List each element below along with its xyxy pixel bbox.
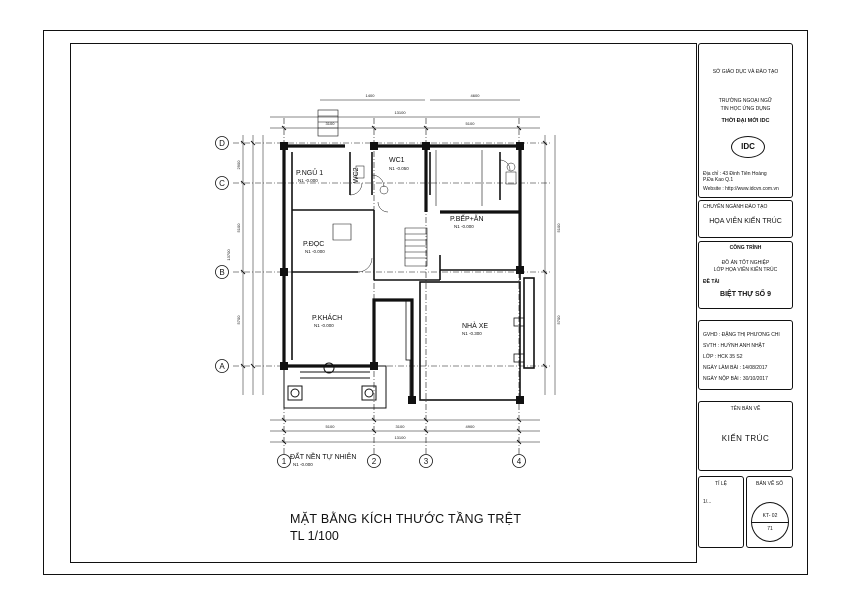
axis-label-C: C: [219, 179, 225, 188]
people-cell: [698, 320, 793, 390]
project-label: CÔNG TRÌNH: [729, 245, 762, 251]
dim-top-total: 13100: [394, 110, 406, 115]
room-label-garage: NHÀ XE: [462, 323, 489, 330]
date-start: NGÀY LÀM BÀI : 14/08/2017: [703, 365, 768, 371]
date-submit: NGÀY NỘP BÀI : 30/10/2017: [703, 376, 768, 382]
sheet-number: 71: [767, 526, 773, 532]
school-line-2: TIN HỌC ỨNG DỤNG: [720, 106, 771, 112]
scale-value: 1/...: [703, 499, 712, 505]
room-label-kitchen: P.BẾP+ĂN: [450, 216, 484, 223]
sheet-badge: [751, 502, 789, 542]
project-cell: [698, 241, 793, 309]
school-cell: [698, 43, 793, 198]
room-level-wc1: N1 -0.050: [389, 166, 409, 171]
project-line-2: LỚP HỌA VIÊN KIẾN TRÚC: [713, 267, 778, 273]
title-block: [698, 43, 795, 563]
room-level-living: N1 -0.000: [314, 323, 334, 328]
sheet-cell: [746, 476, 793, 548]
room-level-garage: N1 -0.300: [462, 331, 482, 336]
drawing-title: MẶT BẰNG KÍCH THƯỚC TẦNG TRỆT: [290, 512, 522, 526]
axis-label-3: 3: [423, 457, 429, 466]
major-cell: [698, 200, 793, 238]
drawing-name-cell: [698, 401, 793, 471]
school-line-1: TRƯỜNG NGOẠI NGỮ: [718, 98, 773, 104]
scale-label: TỈ LỆ: [715, 481, 727, 487]
address-line-2: P.Đa Kao Q.1: [703, 177, 734, 183]
room-label-wc2: WC2: [353, 167, 360, 183]
room-label-bedroom: P.NGỦ 1: [296, 170, 324, 177]
major-value: HỌA VIÊN KIẾN TRÚC: [709, 218, 782, 225]
dim-top-extra: 1400: [365, 93, 375, 98]
sheet-label: BẢN VẼ SỐ: [756, 481, 783, 487]
dim-left-c: 5700: [236, 315, 241, 325]
scale-cell: [698, 476, 744, 548]
dim-top-b: 5100: [465, 121, 475, 126]
project-line-1: ĐỒ ÁN TỐT NGHIỆP: [721, 260, 770, 266]
dim-left-total: 13700: [226, 249, 231, 261]
room-level-reading: N1 -0.000: [305, 249, 325, 254]
idc-logo: IDC: [731, 136, 765, 158]
major-label: CHUYÊN NGÀNH ĐÀO TẠO: [703, 204, 768, 210]
dim-right-a: 5100: [556, 223, 561, 233]
ground-level: N1 -0.000: [293, 462, 313, 467]
topic-label: ĐỀ TÀI: [703, 279, 720, 285]
axis-label-4: 4: [516, 457, 522, 466]
axis-label-D: D: [219, 139, 225, 148]
axis-label-2: 2: [371, 457, 377, 466]
room-level-bedroom: N1 -0.000: [298, 178, 318, 183]
dept-label: SỞ GIÁO DỤC VÀ ĐÀO TẠO: [712, 69, 779, 75]
dim-left-a: 2900: [236, 160, 241, 170]
room-label-reading: P.ĐỌC: [303, 241, 325, 248]
gvhd: GVHD : ĐẶNG THỊ PHƯƠNG CHI: [703, 332, 780, 338]
svth: SVTH : HUỲNH ANH NHẬT: [703, 343, 765, 349]
website: Website : http://www.idcvn.com.vn: [703, 186, 779, 192]
address-line-1: Địa chỉ : 43 Đinh Tiên Hoàng: [703, 171, 767, 177]
school-line-3: THỜI ĐẠI MỚI IDC: [721, 118, 770, 124]
dim-top-a: 3100: [325, 121, 335, 126]
topic-value: BIỆT THỰ SỐ 9: [720, 291, 771, 298]
drawing-name: KIẾN TRÚC: [721, 434, 770, 443]
dim-bottom-total: 13100: [394, 435, 406, 440]
drawing-scale: TL 1/100: [290, 529, 339, 543]
class: LỚP : HCK 35 S2: [703, 354, 743, 360]
sheet-code: KT- 02: [762, 513, 778, 519]
room-level-kitchen: N1 -0.000: [454, 224, 474, 229]
drawing-name-label: TÊN BẢN VẼ: [730, 406, 761, 412]
ground-label: ĐẤT NỀN TỰ NHIÊN: [290, 454, 357, 461]
dim-right-b: 5700: [556, 315, 561, 325]
dim-bottom-c: 4900: [465, 424, 475, 429]
room-label-wc1: WC1: [389, 157, 405, 164]
axis-label-1: 1: [281, 457, 287, 466]
room-label-living: P.KHÁCH: [312, 315, 343, 322]
dim-bottom-b: 3100: [395, 424, 405, 429]
dim-left-b: 5100: [236, 223, 241, 233]
axis-label-A: A: [219, 362, 225, 371]
dim-bottom-a: 5100: [325, 424, 335, 429]
dim-top-extra2: 4600: [470, 93, 480, 98]
axis-label-B: B: [219, 268, 225, 277]
